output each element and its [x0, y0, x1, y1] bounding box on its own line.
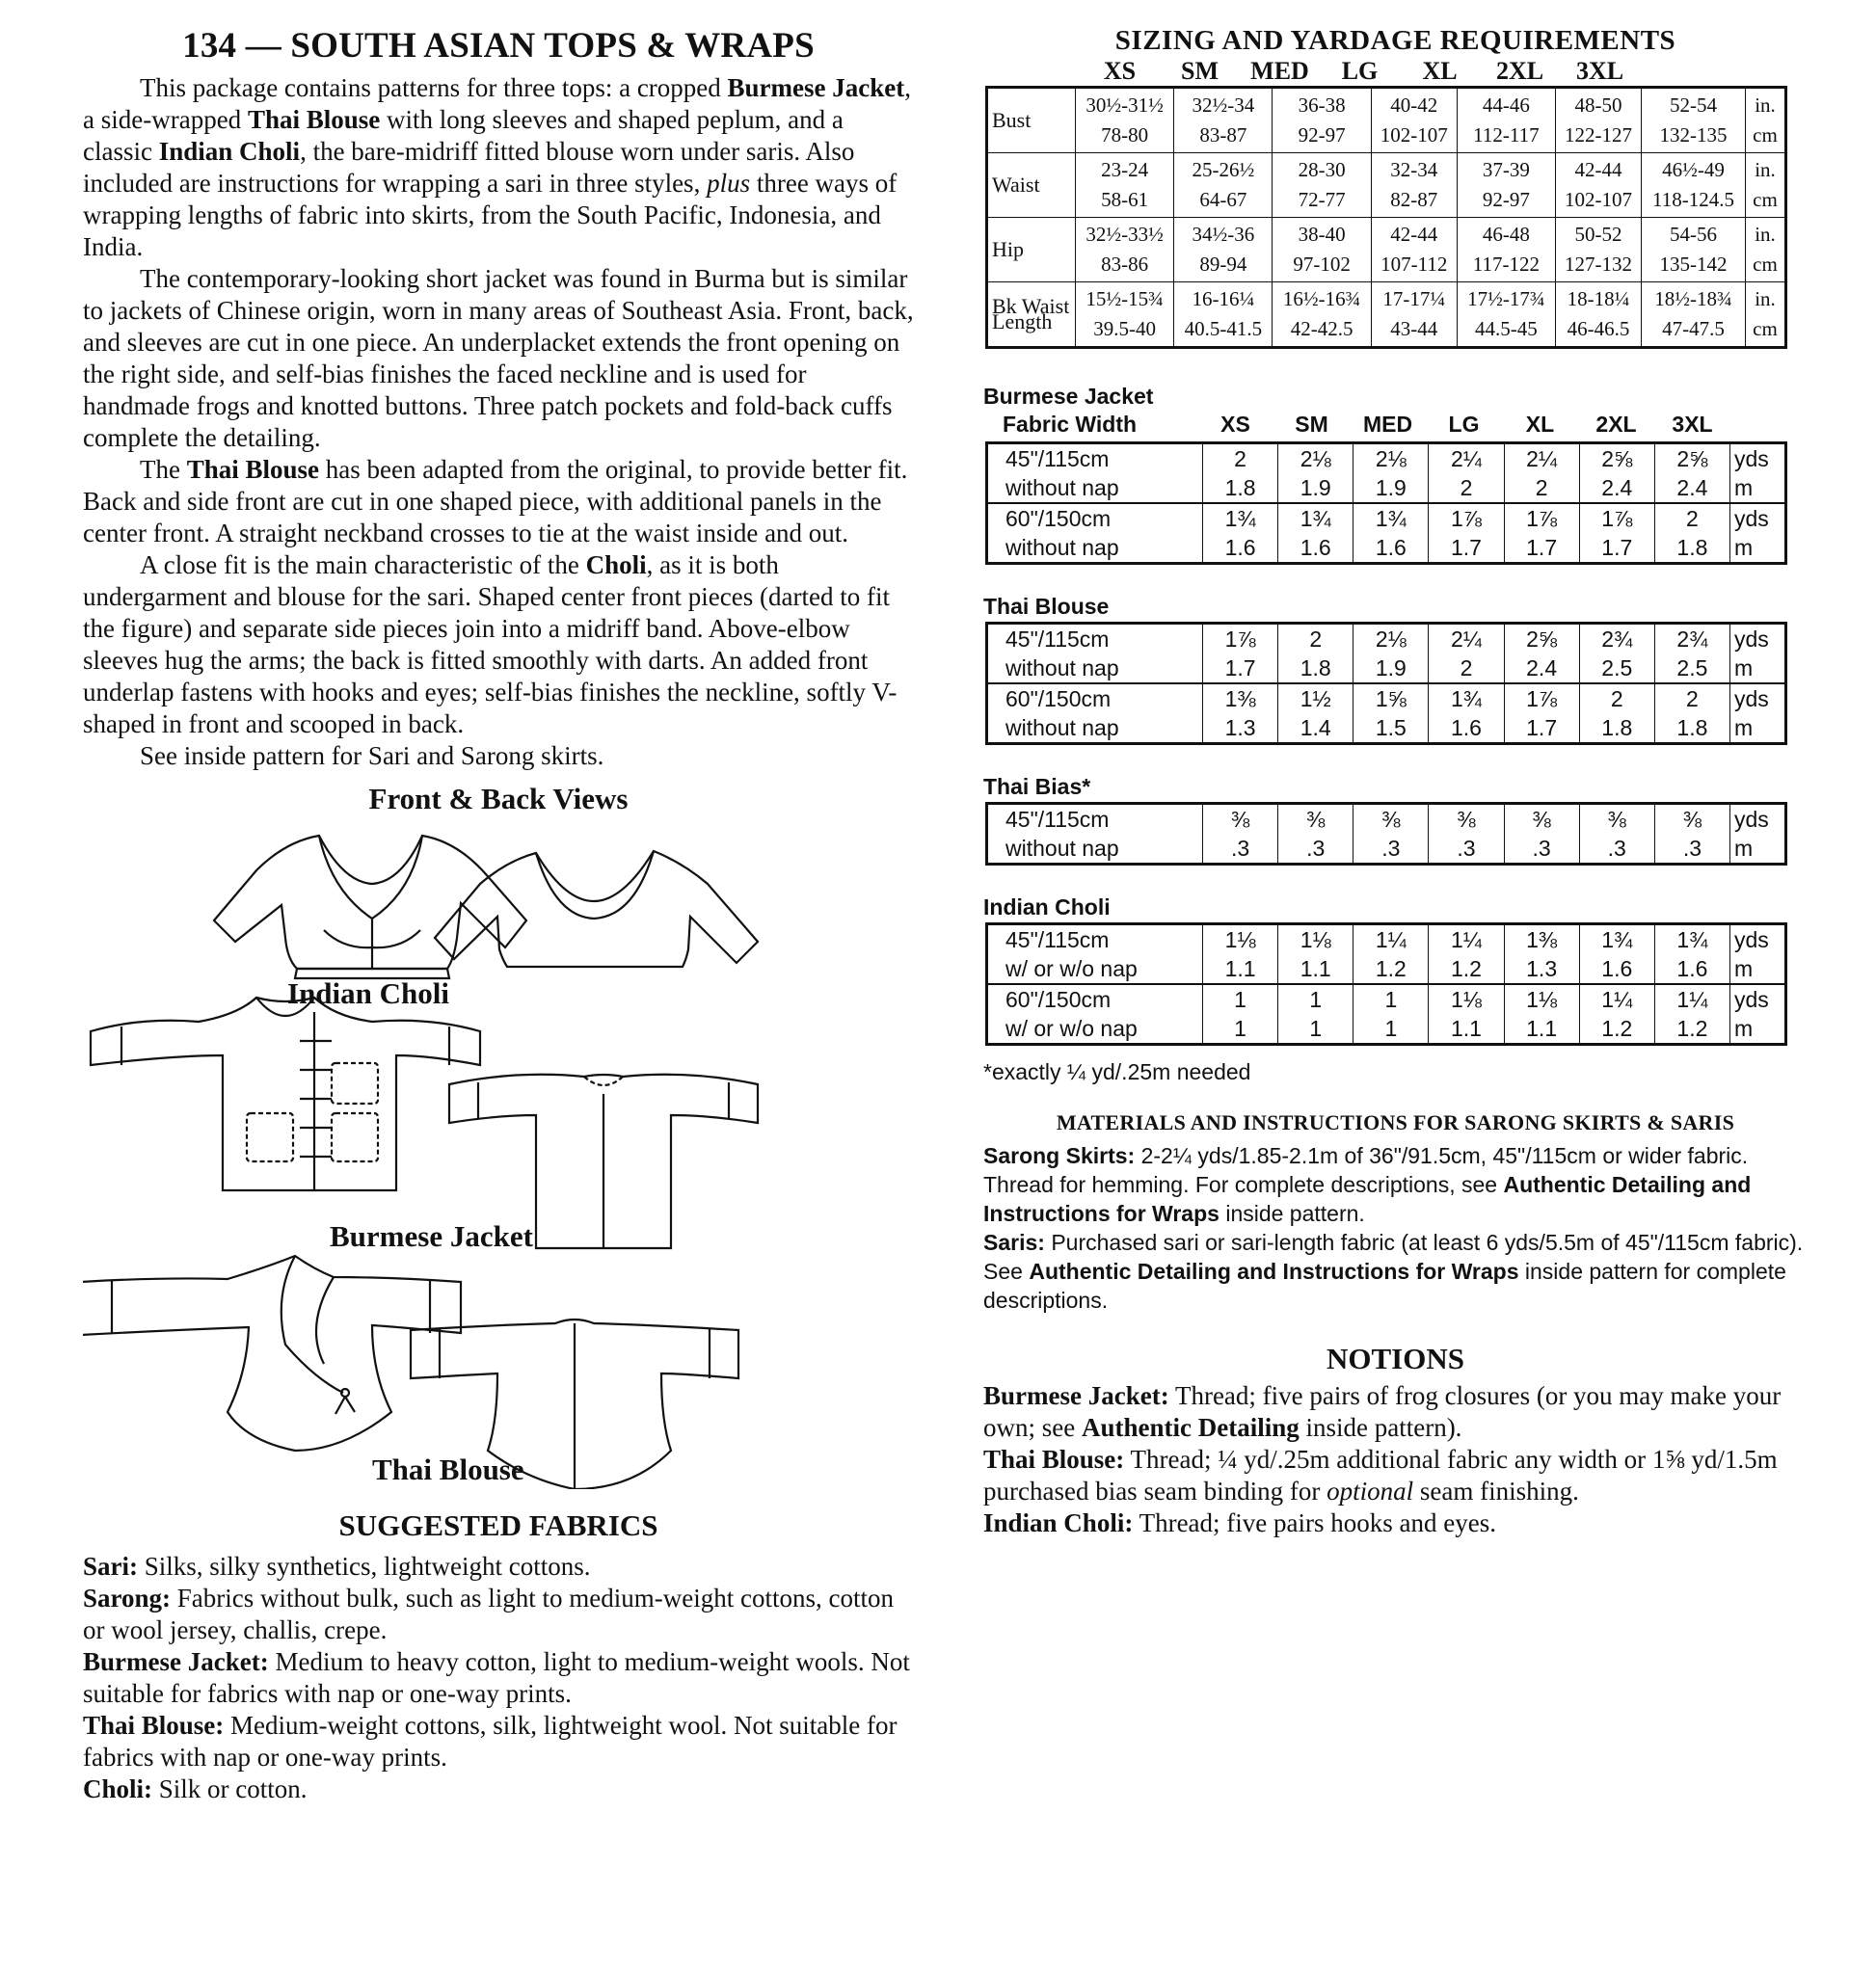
- sizing-cell: 44-46 112-117: [1457, 88, 1555, 153]
- fabric-width-cell: 60"/150cm: [987, 683, 1203, 713]
- yardage-cell: 1.2: [1654, 1014, 1729, 1045]
- yardage-cell: 1¾: [1429, 683, 1504, 713]
- fabric-width-cell: w/ or w/o nap: [1005, 1016, 1138, 1041]
- yardage-cell: 1¼: [1353, 924, 1429, 955]
- notions-choli: [983, 1507, 1808, 1539]
- yardage-cell: 1: [1203, 984, 1278, 1014]
- yardage-cell: 1.5: [1353, 713, 1429, 744]
- yardage-section: [983, 384, 1808, 1046]
- yardage-cell: 1⅞: [1504, 503, 1579, 533]
- yardage-cell: 1⅜: [1504, 924, 1579, 955]
- fabric-width-cell: without nap: [1005, 715, 1119, 740]
- intro-paragraph: [83, 740, 914, 772]
- yardage-cell: 1.6: [1203, 533, 1278, 564]
- text-run: Thread; five pairs of frog closures (or you may make your own; see: [983, 1381, 1782, 1442]
- text-run: plus: [707, 169, 751, 198]
- yardage-cell: 2⅝: [1579, 443, 1654, 474]
- yardage-cell: ⅜: [1203, 804, 1278, 835]
- left-column: [83, 25, 914, 1805]
- yardage-cell: ⅜: [1579, 804, 1654, 835]
- page-title: 134 — SOUTH ASIAN TOPS & WRAPS: [182, 26, 815, 66]
- text-run: Thread; five pairs hooks and eyes.: [1133, 1508, 1496, 1537]
- sizing-title: SIZING AND YARDAGE REQUIREMENTS: [1114, 25, 1676, 56]
- text-run: , as it is both undergarment and blouse for the sari. Shaped center front pieces (darted to fit the figure) and separate side pieces join into a midriff band. Above-elbow sleeves hug the arms; the back is fitted smoothly with darts. An added front underlap fastens with hooks and eyes; self-bias finishes the neckline, softly V-shaped in front and scooped in back.: [83, 550, 898, 738]
- sizing-row: [987, 153, 1786, 218]
- yardage-cell: 2: [1203, 443, 1278, 474]
- unit-cell: m: [1730, 954, 1786, 984]
- notions-blouse: [983, 1444, 1808, 1507]
- views-heading: Front & Back Views: [368, 782, 629, 815]
- text-run: The contemporary-looking short jacket was found in Burma but is similar to jackets of Chinese origin, worn in many areas of Southeast Asia. Front, back, and sleeves are cut in one piece. An underplacket extends the front opening on the right side, and self-bias finishes the faced neckline and is used for handmade frogs and knotted buttons. Three patch pockets and fold-back cuffs complete the detailing.: [83, 264, 914, 452]
- yardage-row: [987, 1014, 1786, 1045]
- yardage-cell: 1.8: [1203, 473, 1278, 503]
- yardage-cell: 1.6: [1278, 533, 1353, 564]
- yardage-cell: 1¾: [1203, 503, 1278, 533]
- yardage-cell: 1: [1278, 984, 1353, 1014]
- yardage-cell: 1¼: [1654, 984, 1729, 1014]
- yardage-title: Thai Blouse: [983, 594, 1110, 619]
- yardage-cell: 1½: [1278, 683, 1353, 713]
- sizing-row: [987, 88, 1786, 153]
- unit-cell: in. cm: [1746, 218, 1786, 282]
- sizing-cell: 50-52 127-132: [1556, 218, 1642, 282]
- yardage-cell: ⅜: [1429, 804, 1504, 835]
- yardage-cell: 1.8: [1579, 713, 1654, 744]
- yardage-cell: 2: [1278, 624, 1353, 654]
- yardage-cell: 1.6: [1579, 954, 1654, 984]
- yardage-cell: 1⅞: [1579, 503, 1654, 533]
- yardage-cell: 1⅞: [1429, 503, 1504, 533]
- bold-term: Thai Blouse: [186, 455, 320, 484]
- yardage-title: Indian Choli: [983, 894, 1111, 920]
- yardage-cell: 1.1: [1203, 954, 1278, 984]
- bold-term: Authentic Detailing and Instructions for Wraps: [1029, 1259, 1519, 1284]
- yardage-cell: 1.7: [1504, 713, 1579, 744]
- size-label: XS: [1103, 57, 1137, 85]
- unit-cell: m: [1730, 1014, 1786, 1045]
- unit-cell: m: [1730, 834, 1786, 865]
- yardage-title: Burmese Jacket: [983, 384, 1154, 409]
- yardage-row: [987, 834, 1786, 865]
- sizing-cell: 38-40 97-102: [1273, 218, 1371, 282]
- yardage-cell: .3: [1579, 834, 1654, 865]
- unit-cell: yds: [1730, 924, 1786, 955]
- yardage-row: [987, 473, 1786, 503]
- size-label: 2XL: [1495, 57, 1544, 85]
- sizing-cell: 54-56 135-142: [1642, 218, 1746, 282]
- sizing-cell: 17½-17¾ 44.5-45: [1457, 282, 1555, 348]
- yardage-cell: 1.3: [1504, 954, 1579, 984]
- fabric-width-cell: without nap: [1005, 535, 1119, 560]
- yardage-cell: .3: [1203, 834, 1278, 865]
- sizing-cell: 42-44 107-112: [1371, 218, 1457, 282]
- yardage-cell: 2⅝: [1504, 624, 1579, 654]
- yardage-row: [987, 533, 1786, 564]
- bold-term: Thai Blouse:: [83, 1711, 225, 1740]
- yardage-cell: ⅜: [1353, 804, 1429, 835]
- size-label: XL: [1422, 57, 1458, 85]
- bold-term: Choli: [585, 550, 647, 579]
- fabric-width-cell: w/ or w/o nap: [1005, 956, 1138, 981]
- yardage-cell: 1.6: [1429, 713, 1504, 744]
- bold-term: Saris:: [983, 1230, 1045, 1255]
- unit-cell: in. cm: [1746, 153, 1786, 218]
- unit-cell: in. cm: [1746, 282, 1786, 348]
- text-run: Fabrics without bulk, such as light to medium-weight cottons, cotton or wool jersey, challis, crepe.: [83, 1584, 894, 1644]
- yardage-cell: 1⅞: [1203, 624, 1278, 654]
- yardage-cell: 1.7: [1504, 533, 1579, 564]
- sizing-cell: 16-16¼ 40.5-41.5: [1174, 282, 1273, 348]
- unit-cell: in. cm: [1746, 88, 1786, 153]
- sizing-row: [987, 282, 1786, 348]
- yardage-cell: 1: [1278, 1014, 1353, 1045]
- yardage-row: [987, 804, 1786, 835]
- fabric-item: [83, 1646, 914, 1710]
- yardage-cell: 2⅝: [1654, 443, 1729, 474]
- choli-label: Indian Choli: [287, 976, 450, 1010]
- materials-heading: MATERIALS AND INSTRUCTIONS FOR SARONG SKIRTS & SARIS: [1056, 1110, 1735, 1134]
- yardage-cell: .3: [1278, 834, 1353, 865]
- yardage-cell: 2: [1654, 683, 1729, 713]
- garment-illustrations: [83, 824, 914, 1489]
- bold-term: Authentic Detailing and Instructions for Wraps: [983, 1172, 1752, 1226]
- yardage-table: [985, 441, 1787, 565]
- yardage-cell: 1⅞: [1504, 683, 1579, 713]
- text-run: Medium to heavy cotton, light to medium-weight wools. Not suitable for fabrics with nap or one-way prints.: [83, 1647, 910, 1708]
- size-label: 2XL: [1595, 412, 1637, 437]
- fabric-width-cell: 60"/150cm: [987, 503, 1203, 533]
- yardage-cell: 1⅛: [1278, 924, 1353, 955]
- text-run: See inside pattern for Sari and Sarong skirts.: [140, 741, 604, 770]
- size-label: MED: [1362, 412, 1413, 437]
- size-label: XS: [1220, 412, 1250, 437]
- footnote: *exactly ¼ yd/.25m needed: [983, 1059, 1251, 1084]
- yardage-cell: 1.4: [1278, 713, 1353, 744]
- yardage-cell: 1: [1203, 1014, 1278, 1045]
- fabric-width-cell: 45"/115cm: [1005, 927, 1110, 952]
- measurement-label: Bust: [987, 88, 1076, 153]
- yardage-cell: .3: [1353, 834, 1429, 865]
- yardage-cell: 2: [1504, 473, 1579, 503]
- yardage-cell: 1¼: [1429, 924, 1504, 955]
- unit-cell: m: [1730, 653, 1786, 683]
- fabric-width-cell: without nap: [1005, 655, 1119, 680]
- sizing-row: [987, 218, 1786, 282]
- fabric-width-cell: without nap: [1005, 475, 1119, 500]
- yardage-row: [987, 443, 1786, 474]
- size-label: 3XL: [1575, 57, 1624, 85]
- bold-term: Burmese Jacket:: [83, 1647, 269, 1676]
- yardage-row: [987, 713, 1786, 744]
- sizing-cell: 16½-16¾ 42-42.5: [1273, 282, 1371, 348]
- yardage-cell: .3: [1504, 834, 1579, 865]
- yardage-cell: 1.8: [1654, 533, 1729, 564]
- sizing-cell: 34½-36 89-94: [1174, 218, 1273, 282]
- sizing-table: [985, 86, 1787, 349]
- notions-jacket: [983, 1380, 1808, 1444]
- yardage-cell: 1¼: [1579, 984, 1654, 1014]
- yardage-cell: 1⅜: [1203, 683, 1278, 713]
- sizing-cell: 15½-15¾ 39.5-40: [1076, 282, 1174, 348]
- sizing-cell: 18½-18¾ 47-47.5: [1642, 282, 1746, 348]
- sizing-cell: 37-39 92-97: [1457, 153, 1555, 218]
- text-run: seam finishing.: [1413, 1477, 1579, 1506]
- materials-sarong: [983, 1141, 1808, 1228]
- yardage-cell: 2¾: [1654, 624, 1729, 654]
- yardage-cell: 1.1: [1278, 954, 1353, 984]
- materials-text: [983, 1141, 1808, 1315]
- yardage-row: [987, 924, 1786, 955]
- yardage-cell: 1¾: [1579, 924, 1654, 955]
- yardage-cell: 1.1: [1429, 1014, 1504, 1045]
- sizing-cell: 32½-33½ 83-86: [1076, 218, 1174, 282]
- yardage-cell: 2.5: [1654, 653, 1729, 683]
- text-run: This package contains patterns for three tops: a cropped: [140, 73, 728, 102]
- intro-paragraph: [83, 72, 914, 263]
- sizing-cell: 48-50 122-127: [1556, 88, 1642, 153]
- yardage-cell: 1.7: [1429, 533, 1504, 564]
- yardage-cell: 2¼: [1429, 624, 1504, 654]
- yardage-cell: 1.9: [1278, 473, 1353, 503]
- text-run: inside pattern).: [1299, 1413, 1462, 1442]
- yardage-cell: 1.7: [1203, 653, 1278, 683]
- yardage-cell: 1⅛: [1429, 984, 1504, 1014]
- measurement-label: Hip: [987, 218, 1076, 282]
- unit-cell: yds: [1730, 443, 1786, 474]
- text-run: , the bare-midriff fitted blouse worn under saris. Also included are instructions for wrapping a sari in three styles,: [83, 137, 855, 198]
- yardage-cell: 2⅛: [1353, 443, 1429, 474]
- materials-saris: [983, 1228, 1808, 1315]
- unit-cell: yds: [1730, 624, 1786, 654]
- yardage-cell: 1.2: [1353, 954, 1429, 984]
- text-run: Silks, silky synthetics, lightweight cottons.: [138, 1552, 591, 1581]
- bold-term: Choli:: [83, 1774, 153, 1803]
- yardage-cell: 1.8: [1654, 713, 1729, 744]
- fabric-item: [83, 1583, 914, 1646]
- size-label: SM: [1295, 412, 1328, 437]
- yardage-cell: 1.9: [1353, 473, 1429, 503]
- intro-paragraph: [83, 454, 914, 549]
- sizing-size-header: [1080, 57, 1808, 86]
- yardage-table: [985, 922, 1787, 1046]
- yardage-row: [987, 954, 1786, 984]
- fabric-width-cell: 45"/115cm: [1005, 807, 1110, 832]
- text-run: optional: [1327, 1477, 1414, 1506]
- yardage-table: [985, 622, 1787, 745]
- measurement-label: Bk Waist Length: [987, 282, 1076, 348]
- yardage-row: [987, 683, 1786, 713]
- text-run: Silk or cotton.: [152, 1774, 308, 1803]
- bold-term: Authentic Detailing: [1081, 1413, 1300, 1442]
- bold-term: Indian Choli:: [983, 1508, 1134, 1537]
- unit-cell: yds: [1730, 804, 1786, 835]
- unit-cell: m: [1730, 713, 1786, 744]
- unit-cell: yds: [1730, 503, 1786, 533]
- choli-front-drawing: [214, 836, 526, 978]
- yardage-cell: 1.7: [1579, 533, 1654, 564]
- yardage-cell: 1.1: [1504, 1014, 1579, 1045]
- size-label: XL: [1525, 412, 1555, 437]
- fabric-width-cell: 60"/150cm: [987, 984, 1203, 1014]
- yardage-cell: 2: [1429, 473, 1504, 503]
- yardage-cell: 1¾: [1278, 503, 1353, 533]
- text-run: with long sleeves and shaped peplum, and a classic: [83, 105, 844, 166]
- sizing-cell: 42-44 102-107: [1556, 153, 1642, 218]
- sizing-cell: 28-30 72-77: [1273, 153, 1371, 218]
- sizing-cell: 46½-49 118-124.5: [1642, 153, 1746, 218]
- yardage-cell: 1⅝: [1353, 683, 1429, 713]
- text-run: inside pattern.: [1219, 1201, 1365, 1226]
- yardage-title: Thai Bias*: [983, 774, 1091, 799]
- sizing-cell: 46-48 117-122: [1457, 218, 1555, 282]
- size-label: MED: [1250, 57, 1309, 85]
- intro-paragraph: [83, 263, 914, 454]
- yardage-row: [987, 653, 1786, 683]
- sizing-cell: 32-34 82-87: [1371, 153, 1457, 218]
- yardage-row: [987, 624, 1786, 654]
- fabric-item: [83, 1710, 914, 1773]
- fabric-width-cell: without nap: [1005, 836, 1119, 861]
- yardage-cell: 2⅛: [1353, 624, 1429, 654]
- yardage-cell: 1.9: [1353, 653, 1429, 683]
- yardage-cell: 1¾: [1353, 503, 1429, 533]
- size-label: 3XL: [1672, 412, 1713, 437]
- fabrics-heading: SUGGESTED FABRICS: [338, 1508, 658, 1542]
- thai-blouse-front-drawing: [83, 1256, 461, 1451]
- right-column: [983, 25, 1808, 1539]
- sizing-cell: 30½-31½ 78-80: [1076, 88, 1174, 153]
- measurement-label: Waist: [987, 153, 1076, 218]
- yardage-cell: 2⅛: [1278, 443, 1353, 474]
- yardage-cell: 2.4: [1654, 473, 1729, 503]
- text-run: Thread; ¼ yd/.25m additional fabric any width or 1⅝ yd/1.5m purchased bias seam binding for: [983, 1445, 1778, 1506]
- text-run: , a side-wrapped: [83, 73, 911, 134]
- yardage-cell: 1: [1353, 1014, 1429, 1045]
- unit-cell: m: [1730, 473, 1786, 503]
- yardage-cell: ⅜: [1654, 804, 1729, 835]
- yardage-row: [987, 503, 1786, 533]
- bold-term: Sari:: [83, 1552, 138, 1581]
- jacket-front-drawing: [91, 998, 480, 1190]
- yardage-table: [985, 802, 1787, 866]
- yardage-cell: 1⅛: [1504, 984, 1579, 1014]
- yardage-cell: ⅜: [1504, 804, 1579, 835]
- fabrics-list: [83, 1551, 914, 1805]
- garment-line-drawings: [83, 824, 914, 1489]
- text-run: three ways of wrapping lengths of fabric into skirts, from the South Pacific, Indonesia, and India.: [83, 169, 898, 261]
- text-run: has been adapted from the original, to provide better fit. Back and side front are cut in one shaped piece, with additional panels in the center front. A straight neckband crosses to tie at the waist inside and out.: [83, 455, 908, 547]
- text-run: 2-2¼ yds/1.85-2.1m of 36"/91.5cm, 45"/115cm or wider fabric. Thread for hemming. For complete descriptions, see: [983, 1143, 1749, 1197]
- text-run: Purchased sari or sari-length fabric (at least 6 yds/5.5m of 45"/115cm fabric). See: [983, 1230, 1804, 1284]
- yardage-cell: 2: [1579, 683, 1654, 713]
- yardage-cell: 1⅛: [1203, 924, 1278, 955]
- intro-text: [83, 72, 914, 772]
- fabric-width-cell: 45"/115cm: [1005, 627, 1110, 652]
- bold-term: Sarong:: [83, 1584, 172, 1613]
- yardage-cell: 2.5: [1579, 653, 1654, 683]
- bold-term: Burmese Jacket:: [983, 1381, 1169, 1410]
- yardage-cell: 2.4: [1579, 473, 1654, 503]
- notions-heading: NOTIONS: [1327, 1342, 1464, 1375]
- sizing-cell: 17-17¼ 43-44: [1371, 282, 1457, 348]
- text-run: inside pattern for complete descriptions.: [983, 1259, 1786, 1313]
- sizing-cell: 32½-34 83-87: [1174, 88, 1273, 153]
- yardage-header: [983, 412, 1808, 438]
- sizing-cell: 25-26½ 64-67: [1174, 153, 1273, 218]
- unit-cell: yds: [1730, 984, 1786, 1014]
- yardage-cell: 2¼: [1504, 443, 1579, 474]
- fabric-item: [83, 1773, 914, 1805]
- yardage-cell: 2.4: [1504, 653, 1579, 683]
- choli-back-drawing: [435, 851, 758, 967]
- fabric-item: [83, 1551, 914, 1583]
- fabric-width-label: Fabric Width: [1003, 412, 1138, 437]
- notions-text: [983, 1380, 1808, 1539]
- yardage-cell: 1¾: [1654, 924, 1729, 955]
- yardage-cell: 1: [1353, 984, 1429, 1014]
- sizing-cell: 23-24 58-61: [1076, 153, 1174, 218]
- bold-term: Thai Blouse:: [983, 1445, 1125, 1474]
- bold-term: Burmese Jacket: [727, 73, 905, 102]
- yardage-cell: 2¾: [1579, 624, 1654, 654]
- yardage-cell: .3: [1429, 834, 1504, 865]
- bold-term: Indian Choli: [158, 137, 301, 166]
- unit-cell: m: [1730, 533, 1786, 564]
- text-run: Medium-weight cottons, silk, lightweight wool. Not suitable for fabrics with nap or one-way prints.: [83, 1711, 898, 1772]
- sizing-cell: 40-42 102-107: [1371, 88, 1457, 153]
- yardage-cell: ⅜: [1278, 804, 1353, 835]
- yardage-cell: 1.3: [1203, 713, 1278, 744]
- text-run: The: [140, 455, 187, 484]
- text-run: A close fit is the main characteristic of the: [140, 550, 586, 579]
- unit-cell: yds: [1730, 683, 1786, 713]
- sizing-cell: 52-54 132-135: [1642, 88, 1746, 153]
- fabric-width-cell: 45"/115cm: [1005, 446, 1110, 471]
- bold-term: Sarong Skirts:: [983, 1143, 1136, 1168]
- bold-term: Thai Blouse: [247, 105, 381, 134]
- yardage-cell: 2: [1654, 503, 1729, 533]
- yardage-cell: 2¼: [1429, 443, 1504, 474]
- blouse-label: Thai Blouse: [372, 1453, 524, 1486]
- sizing-cell: 36-38 92-97: [1273, 88, 1371, 153]
- size-label: SM: [1181, 57, 1219, 85]
- sizing-cell: 18-18¼ 46-46.5: [1556, 282, 1642, 348]
- yardage-row: [987, 984, 1786, 1014]
- intro-paragraph: [83, 549, 914, 740]
- yardage-cell: 1.6: [1353, 533, 1429, 564]
- yardage-cell: .3: [1654, 834, 1729, 865]
- jacket-label: Burmese Jacket: [330, 1219, 533, 1253]
- yardage-cell: 1.6: [1654, 954, 1729, 984]
- yardage-cell: 1.2: [1429, 954, 1504, 984]
- yardage-cell: 1.8: [1278, 653, 1353, 683]
- yardage-cell: 2: [1429, 653, 1504, 683]
- yardage-cell: 1.2: [1579, 1014, 1654, 1045]
- size-label: LG: [1448, 412, 1480, 437]
- size-label: LG: [1341, 57, 1379, 85]
